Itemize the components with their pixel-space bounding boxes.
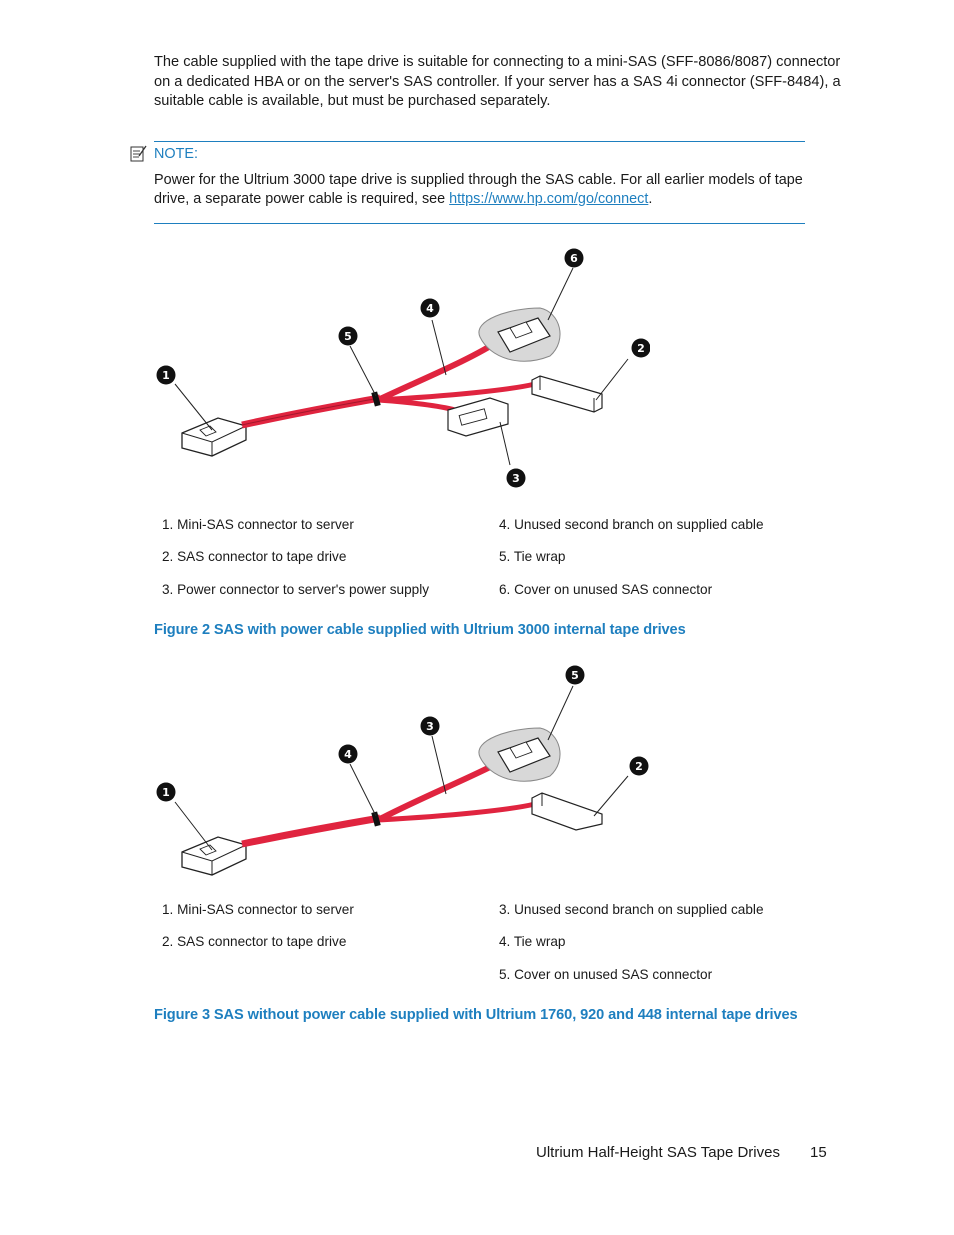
intro-paragraph: The cable supplied with the tape drive is suitable for connecting to a mini-SAS (SFF-8086/8087) connector on a dedicated HBA or on the server's SAS controller. If your server has a SAS 4i connector (SFF-8484), a suitable cable is available, but must be purchased separately.: [154, 54, 841, 109]
callout-badges: [157, 666, 649, 802]
fig3-legend-4: 4. Tie wrap: [499, 934, 566, 949]
callout-2: 2: [637, 342, 645, 355]
fig3-legend-2: 2. SAS connector to tape drive: [162, 934, 347, 949]
fig2-legend-5: 5. Tie wrap: [499, 549, 566, 564]
callout-3: 3: [426, 720, 434, 733]
main-cable: [242, 818, 380, 844]
note-body: [154, 171, 805, 208]
fig3-legend-3: 3. Unused second branch on supplied cable: [499, 902, 764, 917]
callout-5: 5: [571, 669, 579, 682]
note-text: Power for the Ultrium 3000 tape drive is supplied through the SAS cable. For all earlier models of tape drive, a separate power cable is required, see: [154, 172, 803, 207]
fig3-legend-5: 5. Cover on unused SAS connector: [499, 967, 713, 982]
figure-2-caption: Figure 2 SAS with power cable supplied with Ultrium 3000 internal tape drives: [154, 622, 686, 638]
hp-connect-link[interactable]: https://www.hp.com/go/connect: [449, 190, 649, 207]
power-branch-cable: [378, 400, 455, 410]
figure-3-illustration: [150, 658, 650, 878]
callout-2: 2: [635, 760, 643, 773]
cover-unused-sas-connector: [479, 308, 560, 361]
callout-5: 5: [344, 330, 352, 343]
sas-drive-connector: [532, 793, 602, 830]
sas-drive-connector: [532, 376, 602, 412]
callout-3: 3: [512, 472, 520, 485]
figure-3-caption: Figure 3 SAS without power cable supplied with Ultrium 1760, 920 and 448 internal tape drives: [154, 1007, 798, 1023]
page-number: 15: [810, 1144, 827, 1161]
callout-4: 4: [344, 748, 352, 761]
note-heading: NOTE:: [154, 146, 198, 162]
callout-1: 1: [162, 786, 170, 799]
callout-badges: [157, 249, 651, 488]
note-box: [154, 141, 805, 224]
fig3-legend-1: 1. Mini-SAS connector to server: [162, 902, 354, 917]
note-text-end: .: [648, 190, 653, 207]
fig2-legend-2: 2. SAS connector to tape drive: [162, 549, 347, 564]
callout-4: 4: [426, 302, 434, 315]
cover-unused-sas-connector: [479, 728, 560, 781]
fig2-legend-1: 1. Mini-SAS connector to server: [162, 517, 354, 532]
fig2-legend-3: 3. Power connector to server's power supply: [162, 582, 430, 597]
footer-title: Ultrium Half-Height SAS Tape Drives: [536, 1144, 780, 1161]
leader-lines: [175, 686, 628, 850]
figure-2-illustration: [150, 240, 650, 500]
fig2-legend-4: 4. Unused second branch on supplied cable: [499, 517, 764, 532]
callout-1: 1: [162, 369, 170, 382]
mini-sas-connector: [182, 418, 246, 456]
note-icon: [130, 145, 147, 162]
mini-sas-connector: [182, 837, 246, 875]
fig2-legend-6: 6. Cover on unused SAS connector: [499, 582, 713, 597]
power-connector: [448, 398, 508, 436]
callout-6: 6: [570, 252, 578, 265]
